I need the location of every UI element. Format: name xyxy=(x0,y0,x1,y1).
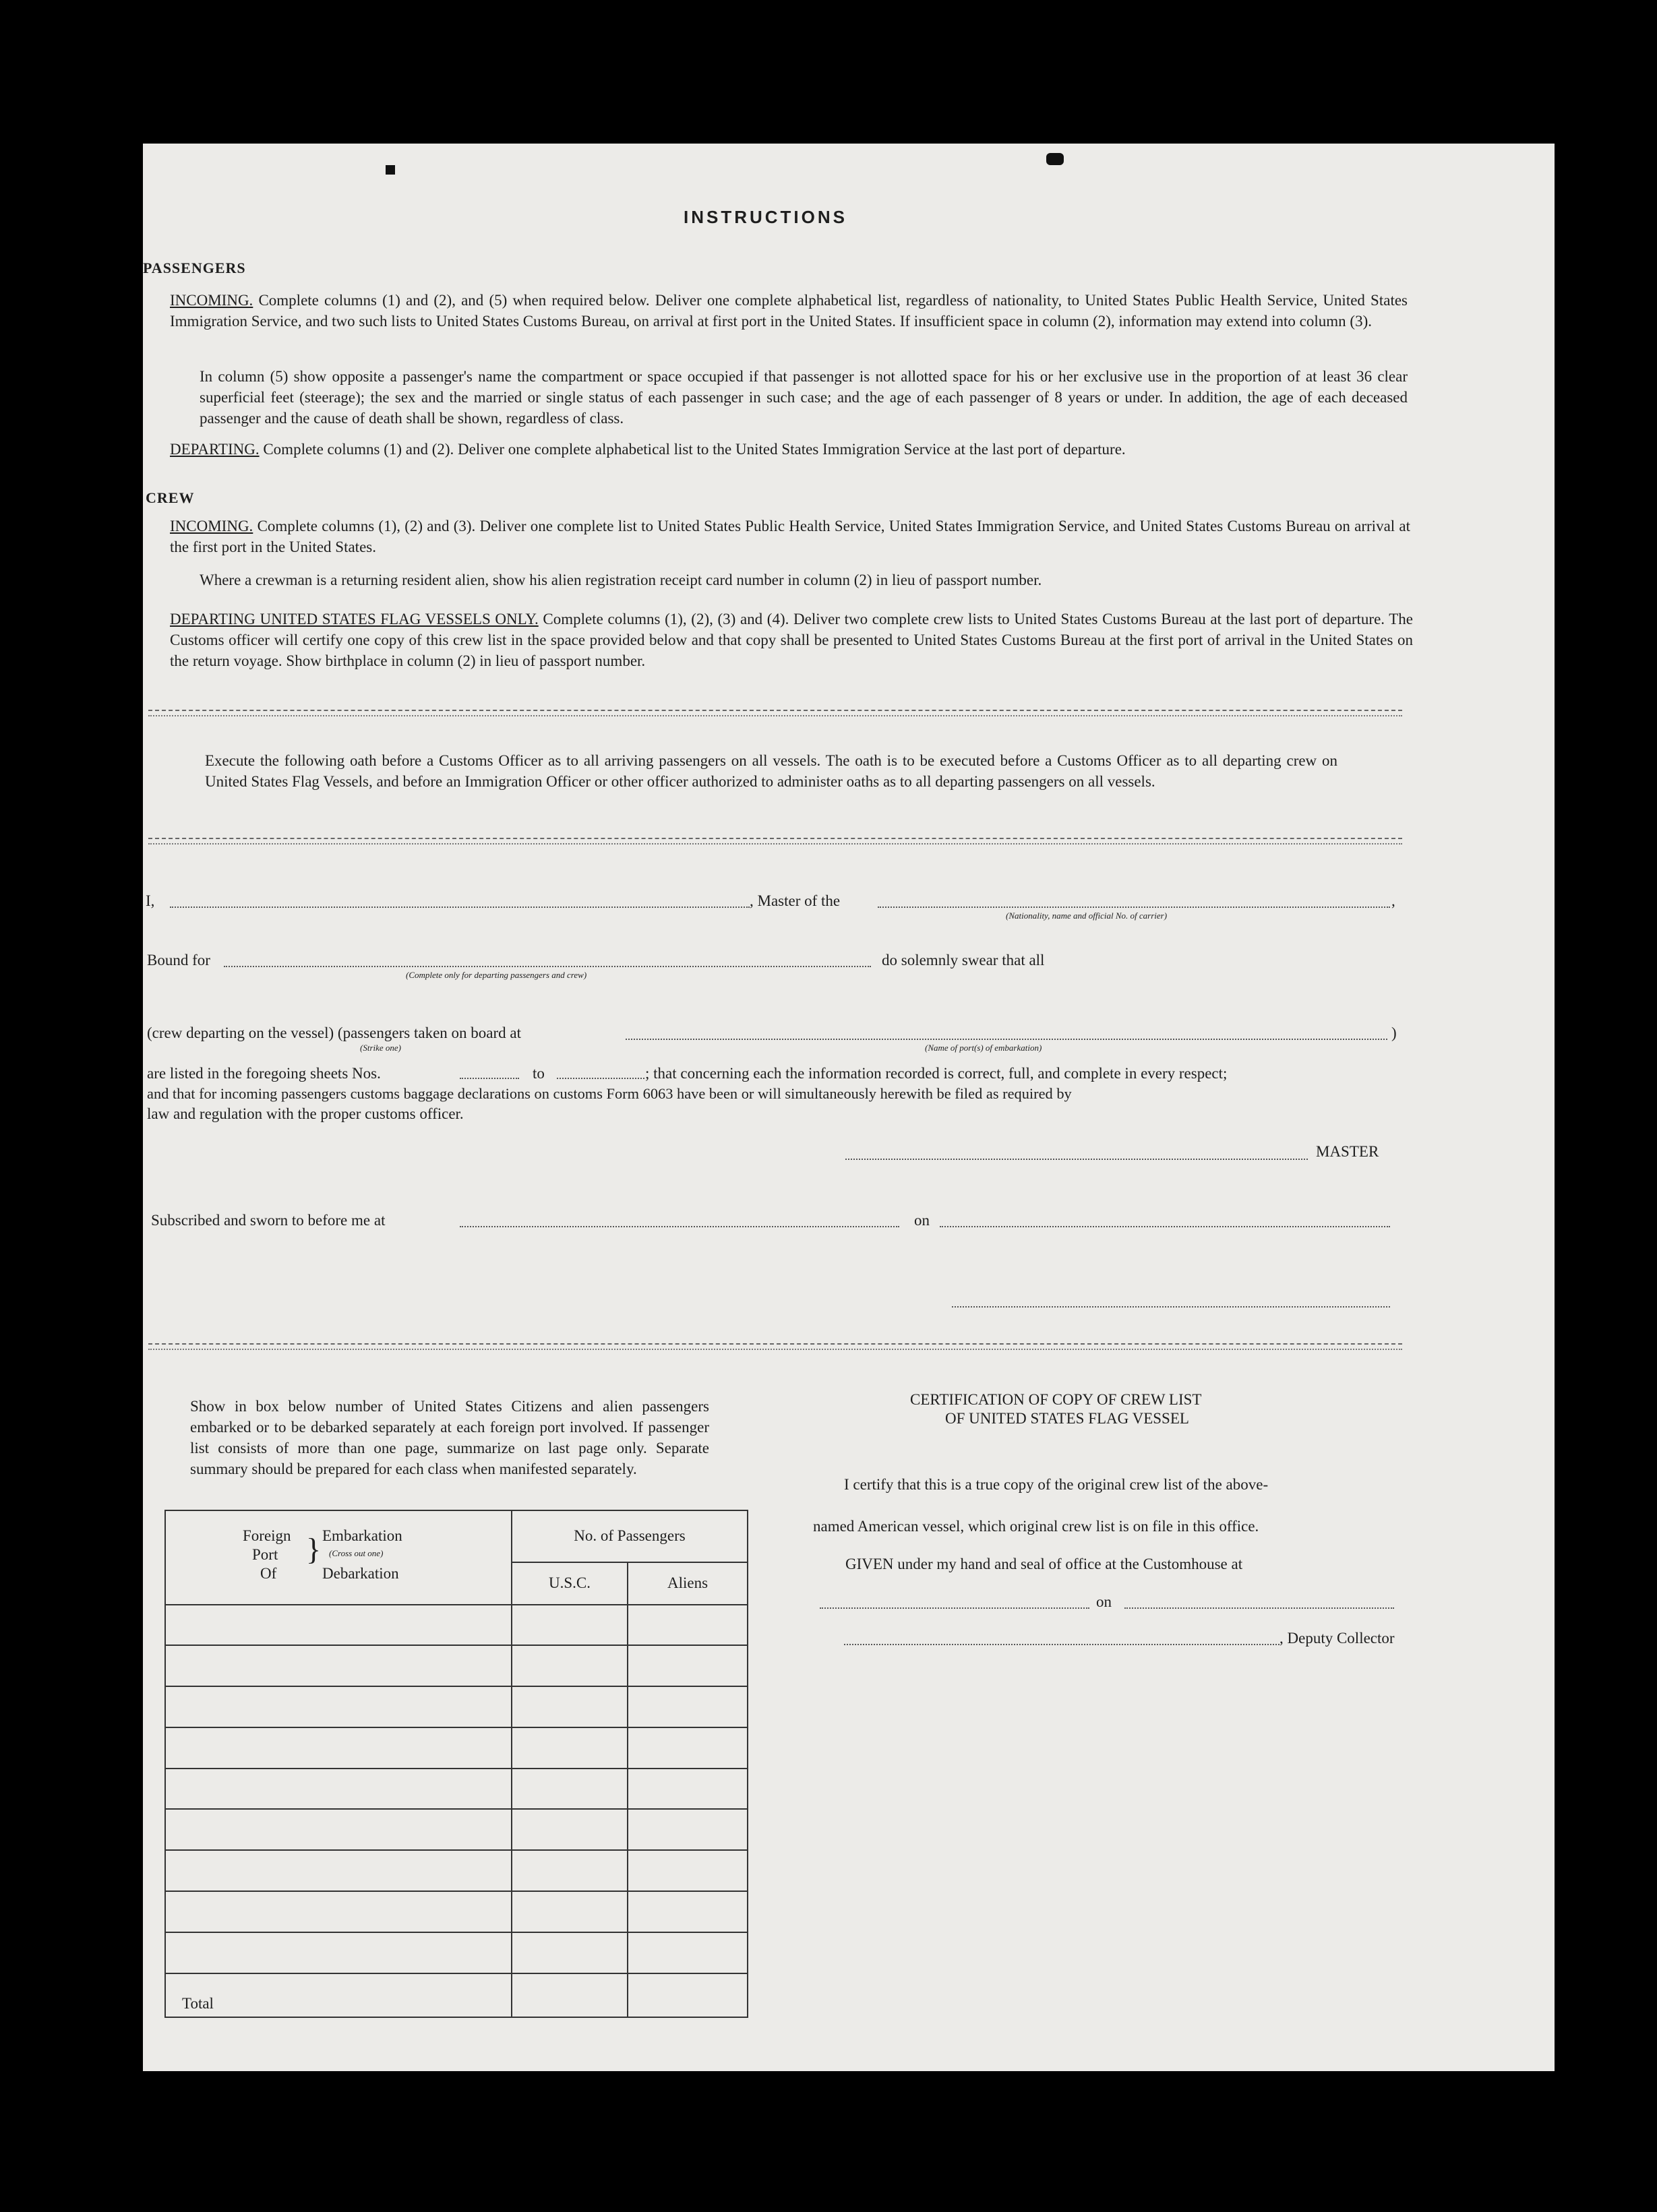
sheet-to-field[interactable] xyxy=(557,1078,644,1079)
certification-line-1: I certify that this is a true copy of the original crew list of the above- xyxy=(844,1476,1269,1493)
port-cell[interactable] xyxy=(165,1605,512,1646)
embarkation-port-field[interactable] xyxy=(626,1039,1387,1040)
port-cell[interactable] xyxy=(165,1809,512,1850)
crew-resident: Where a crewman is a returning resident alien, show his alien registration receipt card number in column (2) in lieu of passport number. xyxy=(200,572,1042,588)
total-aliens-cell[interactable] xyxy=(628,1973,748,2017)
separator xyxy=(148,838,1402,844)
total-label: Total xyxy=(165,1973,512,2017)
strike-one-note: (Strike one) xyxy=(360,1043,402,1053)
certification-line-3: GIVEN under my hand and seal of office at the Customhouse at xyxy=(845,1556,1243,1572)
passengers-departing-label: DEPARTING. xyxy=(170,441,260,458)
foreign-port-header xyxy=(165,1510,512,1605)
port-cell[interactable] xyxy=(165,1727,512,1769)
bound-for-label: Bound for xyxy=(147,952,210,969)
usc-cell[interactable] xyxy=(512,1809,628,1850)
certification-date-field[interactable] xyxy=(1124,1607,1394,1609)
crew-departing-label-oath: (crew departing on the vessel) (passengers taken on board at xyxy=(147,1024,521,1041)
deputy-collector-label: , Deputy Collector xyxy=(1279,1630,1395,1647)
port-cell[interactable] xyxy=(165,1769,512,1810)
total-usc-cell[interactable] xyxy=(512,1973,628,2017)
port-cell[interactable] xyxy=(165,1850,512,1891)
subscribed-date-field[interactable] xyxy=(940,1226,1390,1227)
nationality-note: (Nationality, name and official No. of carrier) xyxy=(1006,911,1168,921)
oath-close-comma: , xyxy=(1391,892,1395,909)
aliens-cell[interactable] xyxy=(628,1686,748,1727)
passengers-departing xyxy=(170,439,1408,460)
vessel-name-field[interactable] xyxy=(878,907,1390,908)
listed-cont: ; that concerning each the information recorded is correct, full, and complete in every respect; xyxy=(645,1065,1228,1082)
brace-icon: } xyxy=(306,1531,322,1566)
aliens-cell[interactable] xyxy=(628,1769,748,1810)
aliens-cell[interactable] xyxy=(628,1891,748,1932)
deputy-signature-field[interactable] xyxy=(844,1644,1279,1645)
sheet-from-field[interactable] xyxy=(460,1078,519,1079)
certification-title-2: OF UNITED STATES FLAG VESSEL xyxy=(945,1410,1189,1427)
crew-departing-text: Complete columns (1), (2), (3) and (4). Deliver two complete crew lists to United States Customs Bureau at the last port of departure. The Customs officer will certify one copy of this crew list in the space provided below and that copy shall be presented to United States Customs Bureau at the first port of arrival in the United States on the return voyage. Show birthplace in column (2) in lieu of passport number. xyxy=(170,611,1414,669)
subscribed-on-label: on xyxy=(914,1212,930,1229)
complete-note: (Complete only for departing passengers and crew) xyxy=(406,970,587,980)
listed-to-label: to xyxy=(533,1065,545,1082)
listed-label: are listed in the foregoing sheets Nos. xyxy=(147,1065,381,1082)
aliens-cell[interactable] xyxy=(628,1932,748,1973)
ink-mark xyxy=(1046,153,1064,165)
certification-title-1: CERTIFICATION OF COPY OF CREW LIST xyxy=(910,1391,1202,1408)
master-name-field[interactable] xyxy=(170,907,750,908)
summary-instruction: Show in box below number of United States Citizens and alien passengers embarked or to be debarked separately at each foreign port involved. If passenger list consists of more than one page, summarize on last page only. Separate summary should be prepared for each class when manifested separately. xyxy=(190,1398,709,1477)
certification-on-label: on xyxy=(1096,1593,1112,1610)
aliens-cell[interactable] xyxy=(628,1809,748,1850)
debarkation-label: Debarkation xyxy=(322,1564,399,1582)
close-paren: ) xyxy=(1391,1024,1397,1041)
usc-header: U.S.C. xyxy=(512,1562,628,1605)
passengers-column5: In column (5) show opposite a passenger's name the compartment or space occupied if that passenger is not allotted space for his or her exclusive use in the proportion of at least 36 clear superficial feet (steerage); the sex and the married or single status of each passenger in such case; and the age of each passenger of 8 years or under. In addition, the age of each deceased passenger and the cause of death shall be shown, regardless of class. xyxy=(200,368,1408,427)
port-note: (Name of port(s) of embarkation) xyxy=(925,1043,1042,1053)
master-label: MASTER xyxy=(1316,1143,1379,1160)
aliens-header: Aliens xyxy=(628,1562,748,1605)
aliens-cell[interactable] xyxy=(628,1850,748,1891)
master-signature-field[interactable] xyxy=(845,1159,1308,1160)
crew-departing-label: DEPARTING UNITED STATES FLAG VESSELS ONLY. xyxy=(170,611,539,627)
embarkation-label: Embarkation xyxy=(322,1527,402,1544)
usc-cell[interactable] xyxy=(512,1891,628,1932)
customhouse-field[interactable] xyxy=(820,1607,1089,1609)
usc-cell[interactable] xyxy=(512,1769,628,1810)
separator xyxy=(148,710,1402,716)
separator xyxy=(148,1343,1402,1350)
crew-departing xyxy=(170,609,1413,671)
oath-line3: law and regulation with the proper customs officer. xyxy=(147,1105,464,1122)
port-cell[interactable] xyxy=(165,1891,512,1932)
crew-incoming-label: INCOMING. xyxy=(170,518,253,534)
port-cell[interactable] xyxy=(165,1645,512,1686)
crew-incoming xyxy=(170,516,1410,557)
subscribed-place-field[interactable] xyxy=(460,1226,899,1227)
passengers-incoming-text: Complete columns (1) and (2), and (5) when required below. Deliver one complete alphabetical list, regardless of nationality, to United States Public Health Service, United States Immigration Service, and two such lists to United States Customs Bureau, on arrival at first port in the United States. If insufficient space in column (2), information may extend into column (3). xyxy=(170,292,1408,330)
crew-incoming-text: Complete columns (1), (2) and (3). Deliver one complete list to United States Public Health Service, United States Immigration Service, and United States Customs Bureau on arrival at the first port in the United States. xyxy=(170,518,1411,555)
bound-for-field[interactable] xyxy=(224,966,871,967)
usc-cell[interactable] xyxy=(512,1686,628,1727)
page-title: INSTRUCTIONS xyxy=(684,207,847,227)
aliens-cell[interactable] xyxy=(628,1645,748,1686)
subscribed-label: Subscribed and sworn to before me at xyxy=(151,1212,386,1229)
of-label: Of xyxy=(260,1564,277,1582)
usc-cell[interactable] xyxy=(512,1727,628,1769)
passengers-departing-text: Complete columns (1) and (2). Deliver one complete alphabetical list to the United States Immigration Service at the last port of departure. xyxy=(263,441,1126,458)
usc-cell[interactable] xyxy=(512,1932,628,1973)
certification-line-2: named American vessel, which original crew list is on file in this office. xyxy=(813,1518,1259,1535)
officer-signature-field[interactable] xyxy=(952,1306,1390,1308)
aliens-cell[interactable] xyxy=(628,1727,748,1769)
solemnly-swear-label: do solemnly swear that all xyxy=(882,952,1045,969)
oath-instruction: Execute the following oath before a Customs Officer as to all arriving passengers on all vessels. The oath is to be executed before a Customs Officer as to all departing crew on United States Flag Vessels, and before an Immigration Officer or other officer authorized to administer oaths as to all departing passengers on all vessels. xyxy=(205,752,1337,790)
cross-out-note: (Cross out one) xyxy=(329,1547,384,1558)
usc-cell[interactable] xyxy=(512,1850,628,1891)
passengers-heading: PASSENGERS xyxy=(143,259,246,276)
foreign-label: Foreign xyxy=(243,1527,291,1544)
port-cell[interactable] xyxy=(165,1932,512,1973)
ink-mark xyxy=(386,165,395,175)
passengers-incoming-label: INCOMING. xyxy=(170,292,253,309)
oath-line2: and that for incoming passengers customs baggage declarations on customs Form 6063 have been or will simultaneously herewith be filed as required by xyxy=(147,1085,1072,1102)
passenger-summary-table xyxy=(164,1510,748,2018)
passengers-incoming xyxy=(170,290,1408,332)
usc-cell[interactable] xyxy=(512,1645,628,1686)
usc-cell[interactable] xyxy=(512,1605,628,1646)
master-of-the-label: , Master of the xyxy=(750,892,841,909)
form-page xyxy=(143,144,1555,2071)
no-of-passengers-header: No. of Passengers xyxy=(512,1510,748,1562)
port-cell[interactable] xyxy=(165,1686,512,1727)
oath-i-label: I, xyxy=(146,892,155,909)
aliens-cell[interactable] xyxy=(628,1605,748,1646)
port-label: Port xyxy=(252,1545,278,1563)
crew-heading: CREW xyxy=(146,489,195,506)
